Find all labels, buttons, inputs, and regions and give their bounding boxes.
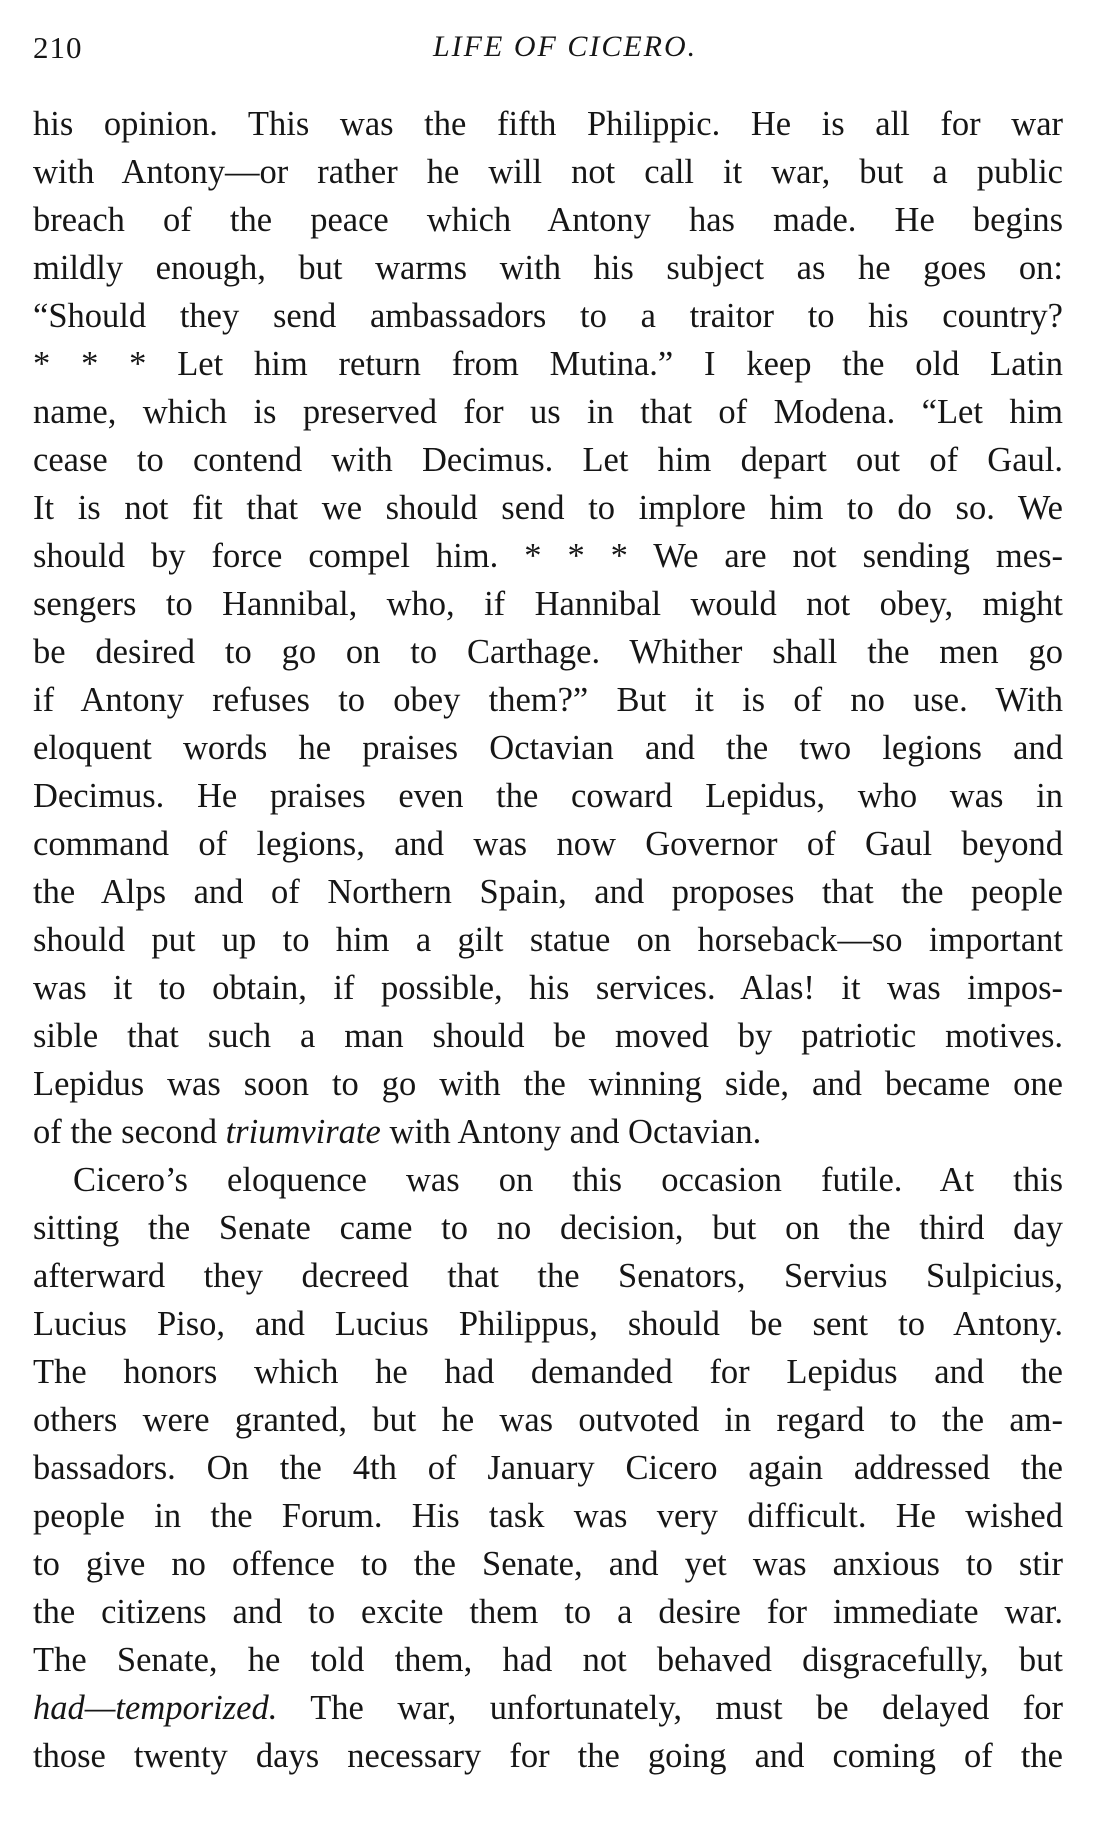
text-line: the Alps and of Northern Spain, and proposes that the people (33, 873, 1063, 911)
text-line: should by force compel him. * * * We are not sending mes- (33, 537, 1063, 575)
italic-text: had—temporized. (33, 1689, 278, 1727)
text-line: Lucius Piso, and Lucius Philippus, should be sent to Antony. (33, 1305, 1063, 1343)
italic-text: triumvirate (225, 1113, 381, 1151)
paragraph-start-line: Cicero’s eloquence was on this occasion futile. At this (73, 1161, 1063, 1199)
text-line: Decimus. He praises even the coward Lepidus, who was in (33, 777, 1063, 815)
running-title: LIFE OF CICERO. (433, 30, 698, 63)
paragraph-end-line: of the second triumvirate with Antony and Octavian. (33, 1113, 762, 1151)
text-line: cease to contend with Decimus. Let him depart out of Gaul. (33, 441, 1063, 479)
text-line: * * * Let him return from Mutina.” I keep the old Latin (33, 345, 1063, 383)
text-line: “Should they send ambassadors to a traitor to his country? (33, 297, 1063, 335)
text-line: eloquent words he praises Octavian and the two legions and (33, 729, 1063, 767)
text-line: sible that such a man should be moved by patriotic motives. (33, 1017, 1063, 1055)
text-line: should put up to him a gilt statue on horseback—so important (33, 921, 1063, 959)
text-line: those twenty days necessary for the going and coming of the (33, 1737, 1063, 1775)
text-line: sengers to Hannibal, who, if Hannibal would not obey, might (33, 585, 1063, 623)
page-number: 210 (33, 30, 83, 65)
text-line: command of legions, and was now Governor of Gaul beyond (33, 825, 1063, 863)
text-line: to give no offence to the Senate, and yet was anxious to stir (33, 1545, 1063, 1583)
text-line: breach of the peace which Antony has made. He begins (33, 201, 1063, 239)
text-line: sitting the Senate came to no decision, but on the third day (33, 1209, 1063, 1247)
text-line: It is not fit that we should send to implore him to do so. We (33, 489, 1063, 527)
text-line: if Antony refuses to obey them?” But it is of no use. With (33, 681, 1063, 719)
text-line: The honors which he had demanded for Lepidus and the (33, 1353, 1063, 1391)
text-line: the citizens and to excite them to a desire for immediate war. (33, 1593, 1063, 1631)
text-line: others were granted, but he was outvoted in regard to the am- (33, 1401, 1063, 1439)
text-line: with Antony—or rather he will not call it war, but a public (33, 153, 1063, 191)
text-line: mildly enough, but warms with his subject as he goes on: (33, 249, 1063, 287)
text-line: bassadors. On the 4th of January Cicero again addressed the (33, 1449, 1063, 1487)
page-header (33, 30, 1063, 74)
text-line: name, which is preserved for us in that of Modena. “Let him (33, 393, 1063, 431)
text-line: The Senate, he told them, had not behaved disgracefully, but (33, 1641, 1063, 1679)
text-line: had—temporized. The war, unfortunately, must be delayed for (33, 1689, 1063, 1727)
text-line: was it to obtain, if possible, his services. Alas! it was impos- (33, 969, 1063, 1007)
text-line: Lepidus was soon to go with the winning side, and became one (33, 1065, 1063, 1103)
text-line: be desired to go on to Carthage. Whither shall the men go (33, 633, 1063, 671)
text-line: afterward they decreed that the Senators, Servius Sulpicius, (33, 1257, 1063, 1295)
body-text (33, 100, 1063, 1780)
text-line: his opinion. This was the fifth Philippic. He is all for war (33, 105, 1063, 143)
text-line: people in the Forum. His task was very difficult. He wished (33, 1497, 1063, 1535)
